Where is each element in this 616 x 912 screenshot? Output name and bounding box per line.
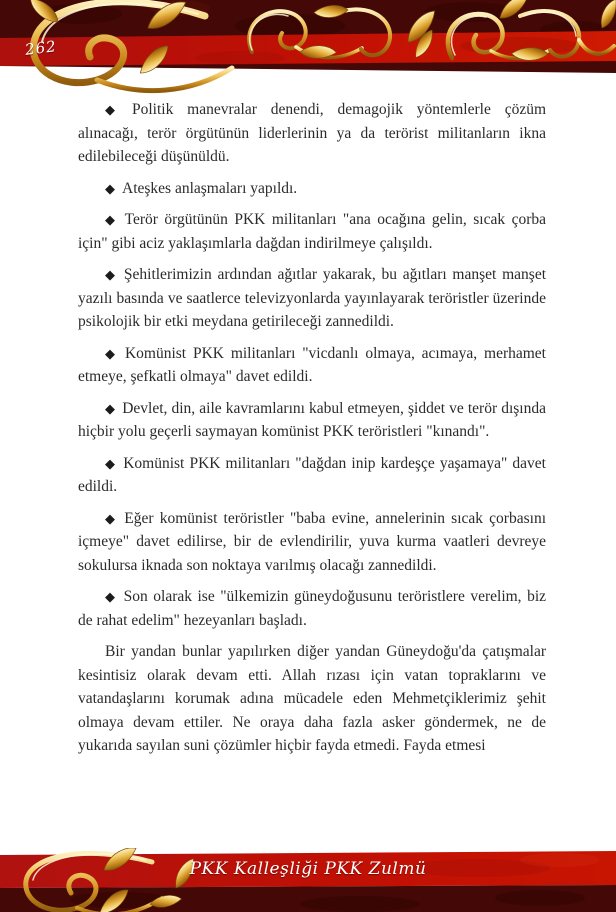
body-paragraph [78, 640, 546, 758]
diamond-bullet-icon: ◆ [105, 400, 116, 416]
diamond-bullet-icon: ◆ [105, 345, 118, 361]
footer-border [0, 848, 616, 912]
footer-border-ornament-icon [0, 848, 616, 912]
diamond-bullet-icon: ◆ [105, 589, 117, 604]
bullet-paragraph [78, 208, 546, 255]
bullet-paragraph [78, 452, 546, 499]
page-content [78, 98, 546, 766]
paragraph-text: Son olarak ise "ülkemizin güneydoğusunu teröristlere verelim, biz de rahat edelim" hezeyanları başladı. [78, 588, 547, 629]
paragraph-text: Eğer komünist teröristler "baba evine, annelerinin sıcak çorbasını içmeye" davet edilirse, bir de evlendirilir, yuva kurma vaatleri devreye sokulursa iknada son noktaya varılmış olacağı zannedildi. [78, 509, 546, 574]
paragraph-text: Ateşkes anlaşmaları yapıldı. [122, 179, 298, 197]
diamond-bullet-icon: ◆ [105, 510, 118, 526]
paragraph-text: Bir yandan bunlar yapılırken diğer yandan Güneydoğu'da çatışmalar kesintisiz olarak devam etti. Allah rızası için vatan topraklarını ve vatandaşlarını korumak adına mücadele eden Mehmetçiklerimiz şehit olmaya devam ettiler. Ne oraya daha fazla asker göndermek, ne de yukarıda sayılan suni çözümler hiçbir fayda etmedi. Fayda etmesi [78, 643, 546, 754]
diamond-bullet-icon: ◆ [105, 102, 125, 117]
paragraph-text: Politik manevralar denendi, demagojik yöntemlerle çözüm alınacağı, terör örgütünün liderlerinin ya da terörist militanların ikna edilebileceği düşünüldü. [78, 101, 547, 165]
bullet-paragraph [78, 98, 546, 169]
paragraph-text: Terör örgütünün PKK militanları "ana ocağına gelin, sıcak çorba için" gibi aciz yaklaşımlarla dağdan indirilmeye çalışıldı. [78, 211, 546, 252]
bullet-paragraph [78, 263, 546, 334]
bullet-paragraph [78, 585, 546, 632]
page-number: 262 [24, 37, 58, 59]
bullet-paragraph [78, 342, 546, 389]
footer-title: PKK Kalleşliği PKK Zulmü [189, 859, 427, 879]
bullet-paragraph [78, 397, 546, 444]
top-border-ornament-icon [0, 0, 616, 95]
diamond-bullet-icon: ◆ [105, 267, 117, 282]
paragraph-text: Komünist PKK militanları "dağdan inip kardeşçe yaşamaya" davet edildi. [78, 454, 546, 495]
bullet-paragraph [78, 507, 546, 578]
paragraph-text: Devlet, din, aile kavramlarını kabul etmeyen, şiddet ve terör dışında hiçbir yolu geçerli saymayan komünist PKK teröristleri "kınandı". [78, 399, 546, 440]
diamond-bullet-icon: ◆ [105, 455, 117, 471]
diamond-bullet-icon: ◆ [105, 212, 118, 227]
paragraph-text: Komünist PKK militanları "vicdanlı olmaya, acımaya, merhamet etmeye, şefkatli olmaya" davet edildi. [78, 344, 546, 385]
diamond-bullet-icon: ◆ [105, 180, 115, 196]
paragraph-text: Şehitlerimizin ardından ağıtlar yakarak, bu ağıtları manşet manşet yazılı basında ve saatlerce televizyonlarda yayınlayarak teröristler üzerinde psikolojik bir etki meydana getirileceği zannedildi. [78, 266, 546, 330]
bullet-paragraph [78, 177, 546, 201]
top-border [0, 0, 616, 95]
